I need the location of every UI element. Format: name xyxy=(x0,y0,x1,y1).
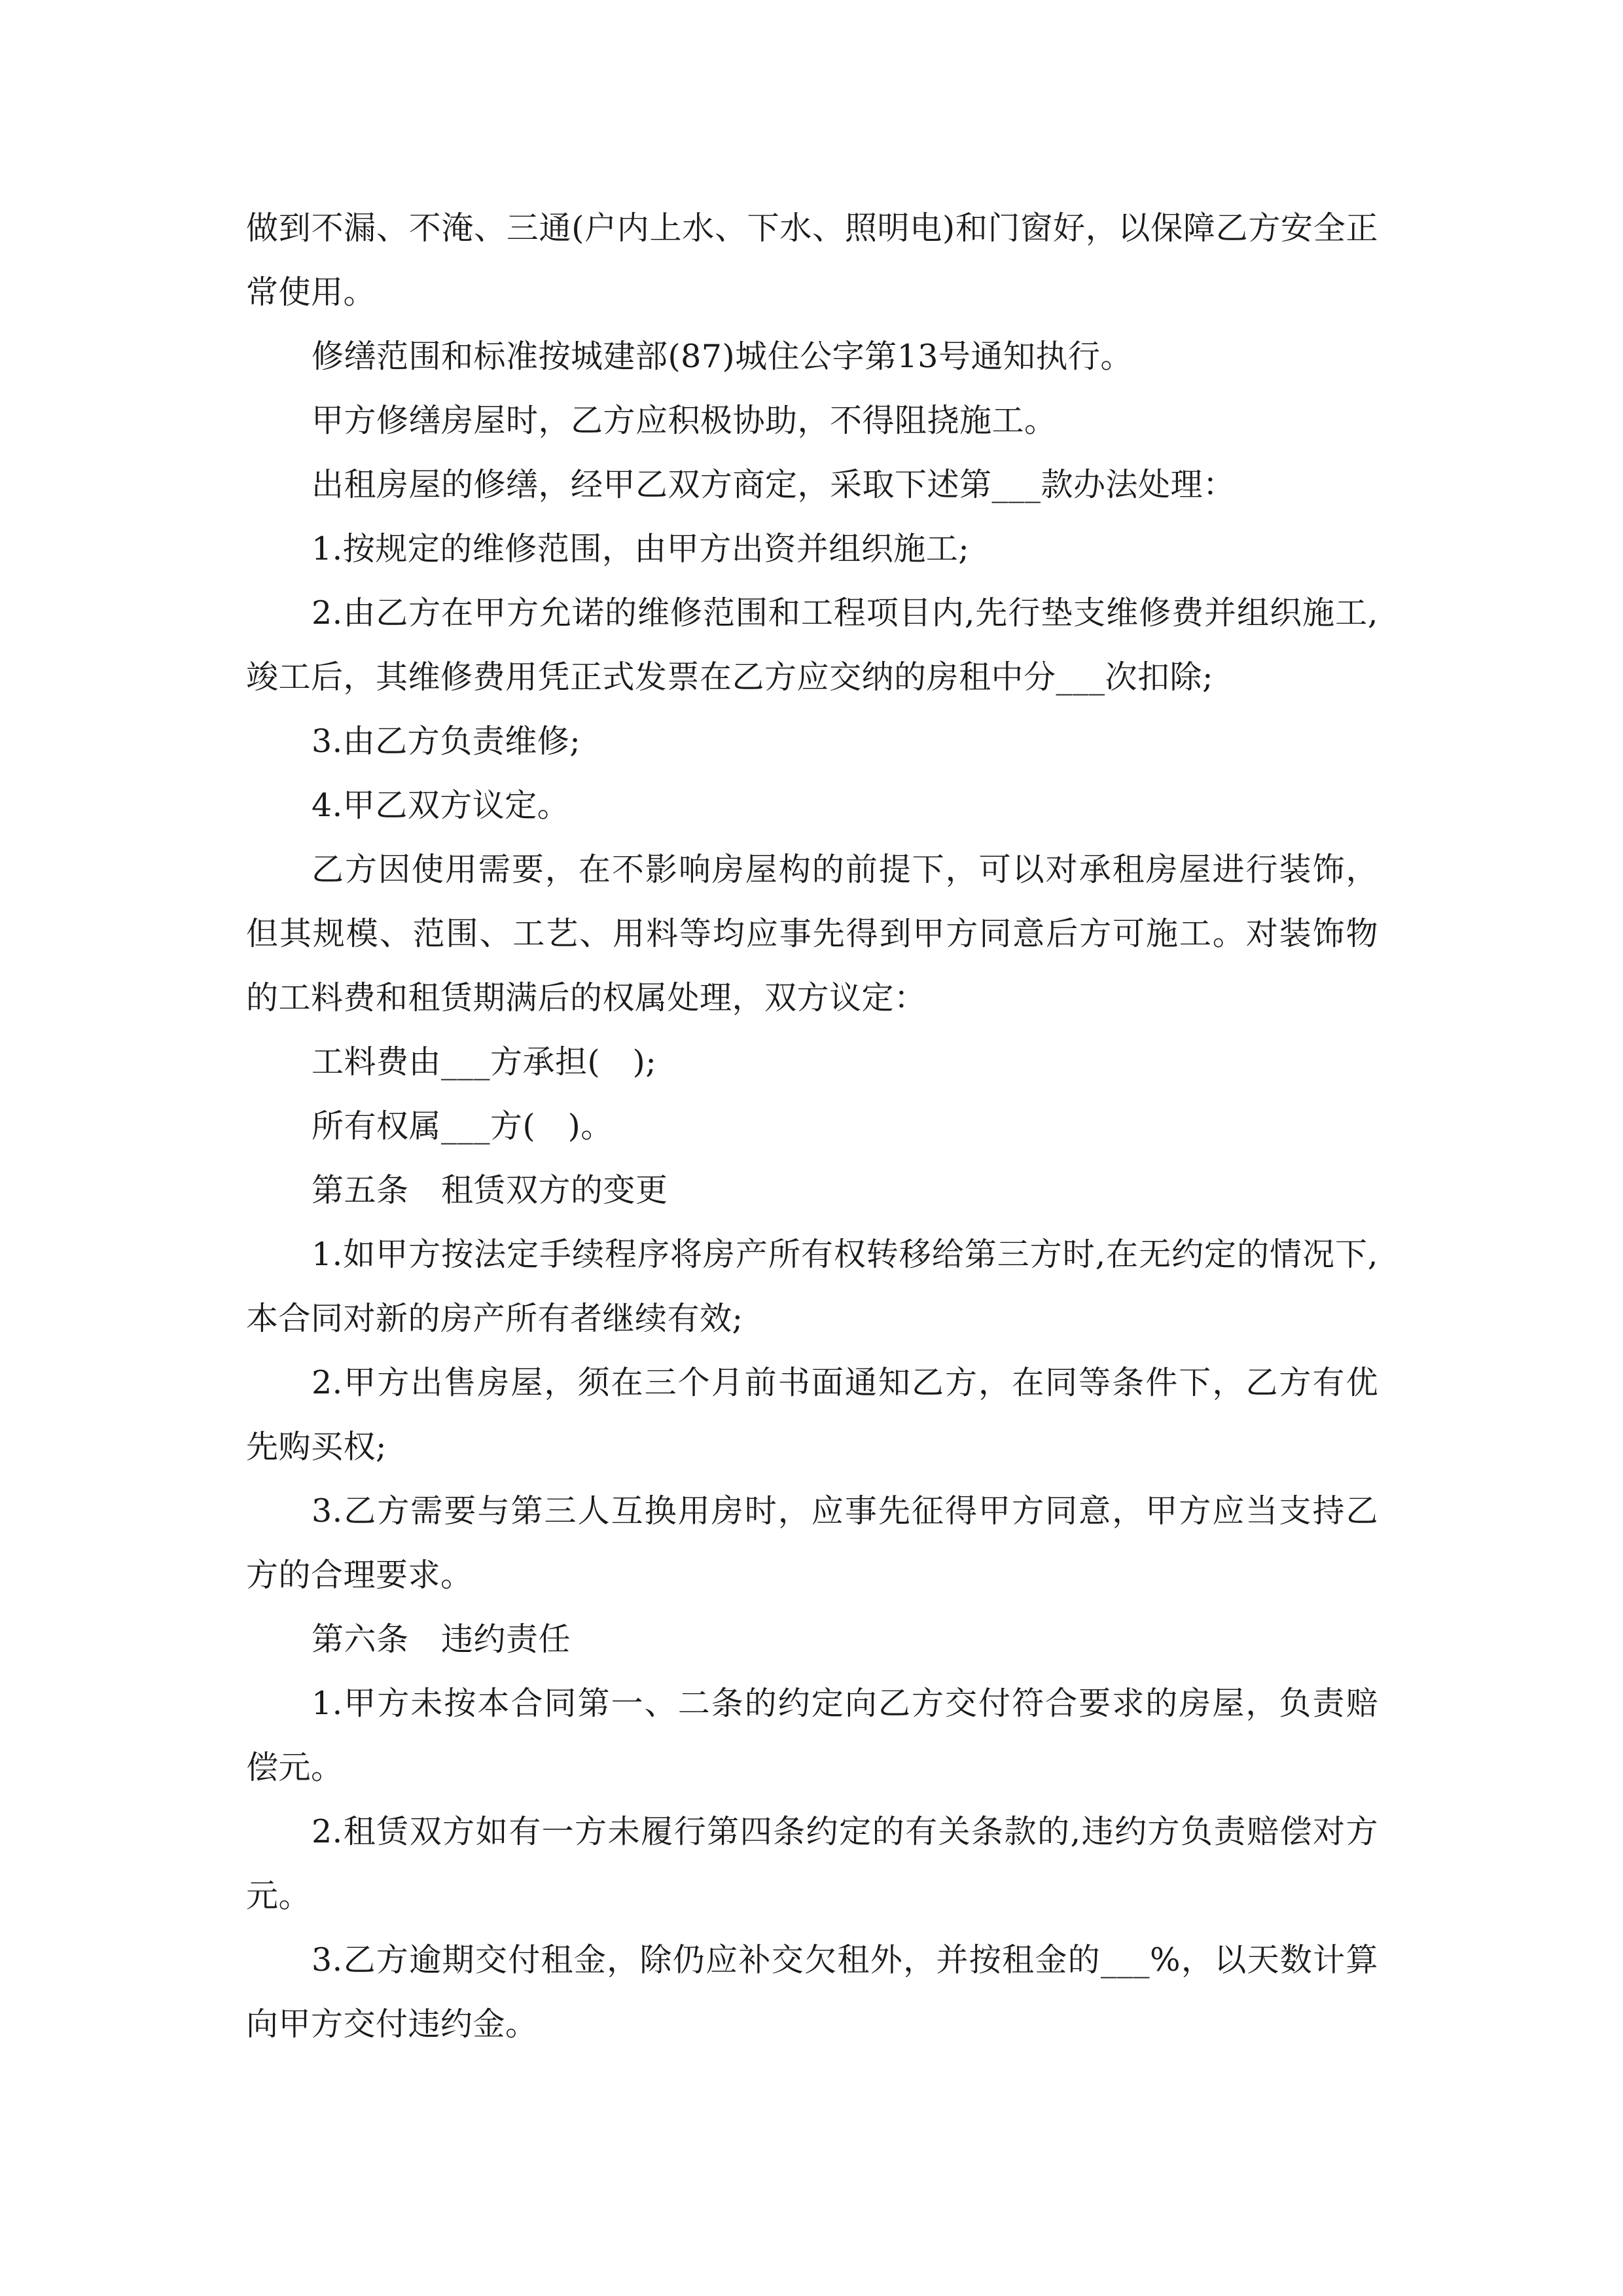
list-item: 2.由乙方在甲方允诺的维修范围和工程项目内,先行垫支维修费并组织施工,竣工后，其维修费用凭正式发票在乙方应交纳的房租中分___次扣除; xyxy=(246,594,1378,696)
list-item: 3.乙方需要与第三人互换用房时，应事先征得甲方同意，甲方应当支持乙方的合理要求。 xyxy=(246,1492,1378,1594)
list-item: 4.甲乙双方议定。 xyxy=(312,787,570,824)
paragraph: 甲方修缮房屋时，乙方应积极协助，不得阻挠施工。 xyxy=(312,402,1057,439)
list-item: 3.乙方逾期交付租金，除仍应补交欠租外，并按租金的___%，以天数计算向甲方交付违约金。 xyxy=(246,1941,1378,2043)
section-heading: 第六条 违约责任 xyxy=(312,1621,571,1658)
paragraph: 所有权属___方( )。 xyxy=(312,1107,613,1145)
list-item: 1.如甲方按法定手续程序将房产所有权转移给第三方时,在无约定的情况下,本合同对新的房产所有者继续有效; xyxy=(246,1236,1378,1337)
paragraph: 出租房屋的修缮，经甲乙双方商定，采取下述第___款办法处理： xyxy=(312,466,1236,503)
list-item: 1.按规定的维修范围，由甲方出资并组织施工; xyxy=(312,530,970,567)
paragraph: 修缮范围和标准按城建部(87)城住公字第13号通知执行。 xyxy=(312,338,1133,375)
list-item: 2.甲方出售房屋，须在三个月前书面通知乙方，在同等条件下，乙方有优先购买权; xyxy=(246,1364,1378,1465)
list-item: 2.租赁双方如有一方未履行第四条约定的有关条款的,违约方负责赔偿对方元。 xyxy=(246,1813,1378,1914)
paragraph: 乙方因使用需要，在不影响房屋构的前提下，可以对承租房屋进行装饰，但其规模、范围、工艺、用料等均应事先得到甲方同意后方可施工。对装饰物的工料费和租赁期满后的权属处理，双方议定： xyxy=(246,851,1378,1016)
list-item: 1.甲方未按本合同第一、二条的约定向乙方交付符合要求的房屋，负责赔偿元。 xyxy=(246,1685,1378,1786)
paragraph: 工料费由___方承担( ); xyxy=(312,1043,657,1081)
paragraph: 做到不漏、不淹、三通(户内上水、下水、照明电)和门窗好，以保障乙方安全正常使用。 xyxy=(246,209,1378,311)
list-item: 3.由乙方负责维修; xyxy=(312,723,581,760)
section-heading: 第五条 租赁双方的变更 xyxy=(312,1172,668,1209)
document-body xyxy=(246,196,1378,2056)
